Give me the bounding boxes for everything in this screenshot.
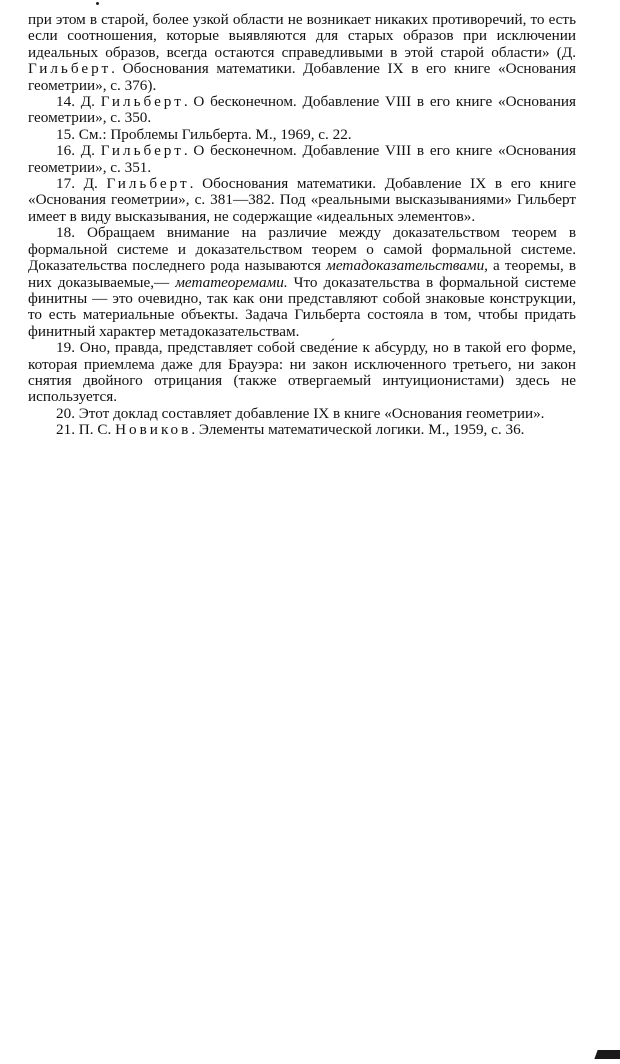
note-20 bbox=[28, 406, 576, 422]
author-name: Гильберт bbox=[28, 60, 112, 78]
text-run: . Обоснования математики. Добавление IX в его книге «Основания геометрии», с. 376). bbox=[28, 60, 576, 94]
note-16 bbox=[28, 143, 576, 176]
text-run: а теоремы, в них доказываемые,— bbox=[28, 257, 576, 291]
text-run: 20. Этот доклад составляет добавление IX в книге «Основания геометрии». bbox=[56, 404, 545, 422]
text-run: . Обоснования математики. Добавление IX в его книге «Основания геометрии», с. 381—382. Под «реальными высказываниями» Гильберт имеет в виду высказывания, не содержащие «идеальных элементов». bbox=[28, 175, 576, 225]
note-21 bbox=[28, 422, 576, 438]
note-17 bbox=[28, 176, 576, 225]
text-run: . О бесконечном. Добавление VIII в его книге «Основания геометрии», с. 351. bbox=[28, 142, 576, 176]
note-19 bbox=[28, 340, 576, 406]
note-15 bbox=[28, 127, 576, 143]
text-run: 18. Обращаем внимание на различие между доказательством теорем в формальной системе и доказательством теорем о самой формальной системе. Доказательства последнего рода называются bbox=[28, 224, 576, 275]
author-name: Новиков bbox=[115, 421, 192, 439]
scan-mark bbox=[594, 1050, 620, 1059]
print-speck bbox=[96, 2, 99, 5]
note-18 bbox=[28, 225, 576, 340]
text-run: 21. П. С. bbox=[56, 421, 116, 439]
endnotes-body bbox=[28, 12, 576, 439]
text-run: 16. Д. bbox=[56, 142, 101, 160]
text-run: при этом в старой, более узкой области не возникает никаких противоречий, то есть если соотношения, которые выявляются для старых образов при исключении идеальных образов, всегда остаются справедливыми в этой старой области» (Д. bbox=[28, 11, 576, 61]
text-run: 15. См.: Проблемы Гильберта. М., 1969, с. 22. bbox=[56, 125, 352, 143]
author-name: Гильберт bbox=[100, 93, 184, 111]
text-run: 19. Оно, правда, представляет собой сведе́ние к абсурду, но в такой его форме, которая приемлема даже для Брауэра: ни закон исключенного третьего, ни закон снятия двойного отрицания (также отвергаемый интуиционистами) здесь не используется. bbox=[28, 339, 576, 406]
text-run: 17. Д. bbox=[56, 175, 107, 193]
author-name: Гильберт bbox=[100, 142, 184, 160]
text-run: . О бесконечном. Добавление VIII в его книге «Основания геометрии», с. 350. bbox=[28, 93, 576, 127]
text-run: 14. Д. bbox=[56, 93, 101, 111]
author-name: Гильберт bbox=[106, 175, 190, 193]
text-run: . Элементы математической логики. М., 1959, с. 36. bbox=[191, 421, 525, 439]
note-14 bbox=[28, 94, 576, 127]
note-continuation bbox=[28, 12, 576, 94]
italic-term: метадоказательствами, bbox=[326, 257, 488, 275]
text-run: Что доказательства в формальной системе финитны — это очевидно, так как они представляют собой знаковые конструкции, то есть материальные объекты. Задача Гильберта состояла в том, чтобы придать финитный характер метадоказательствам. bbox=[28, 273, 576, 340]
italic-term: метатеоремами. bbox=[175, 273, 288, 291]
